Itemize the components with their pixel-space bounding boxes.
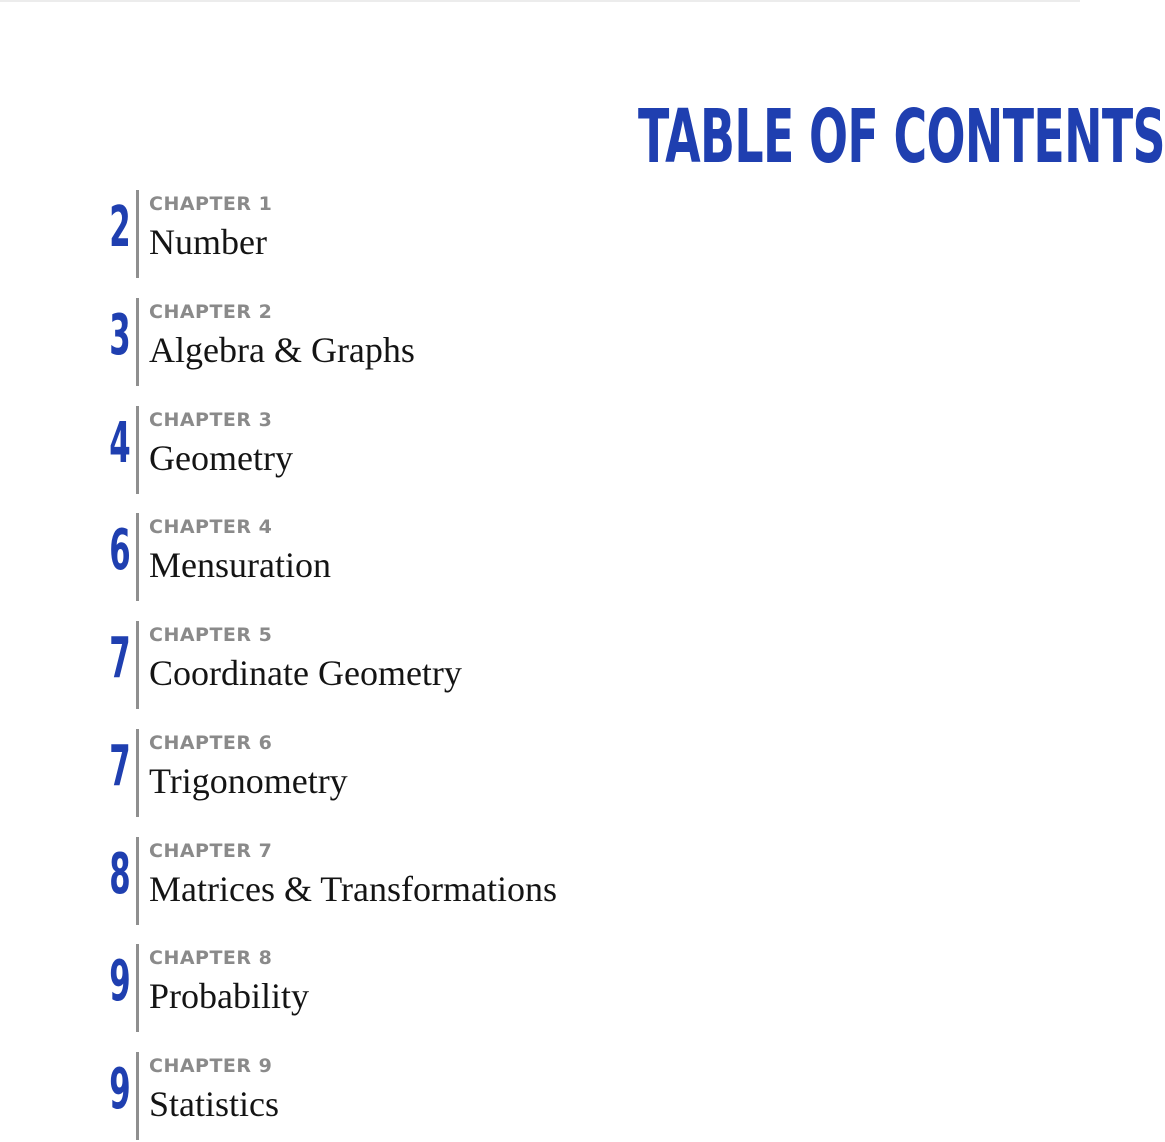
divider	[136, 837, 139, 925]
page-number: 4	[109, 411, 131, 476]
toc-entry[interactable]	[0, 727, 1080, 819]
page-number: 6	[109, 518, 131, 583]
chapter-label: CHAPTER 3	[149, 409, 273, 431]
chapter-title: Probability	[149, 976, 309, 1016]
page-number: 7	[109, 626, 131, 691]
toc-entry[interactable]	[0, 835, 1080, 927]
toc-entry[interactable]	[0, 296, 1080, 388]
toc-entry[interactable]	[0, 404, 1080, 496]
top-rule	[0, 0, 1080, 2]
chapter-title: Number	[149, 222, 267, 262]
toc-entry[interactable]	[0, 619, 1080, 711]
chapter-label: CHAPTER 1	[149, 193, 273, 215]
page-number: 9	[109, 1057, 131, 1122]
chapter-label: CHAPTER 8	[149, 947, 273, 969]
chapter-title: Algebra & Graphs	[149, 330, 415, 370]
toc-entry[interactable]	[0, 511, 1080, 603]
toc-entry[interactable]	[0, 942, 1080, 1034]
chapter-label: CHAPTER 6	[149, 732, 273, 754]
chapter-title: Geometry	[149, 438, 293, 478]
chapter-label: CHAPTER 5	[149, 624, 273, 646]
page-number: 2	[109, 195, 131, 260]
toc-entry[interactable]	[0, 1050, 1080, 1142]
chapter-title: Matrices & Transformations	[149, 869, 557, 909]
divider	[136, 621, 139, 709]
chapter-label: CHAPTER 7	[149, 840, 273, 862]
chapter-title: Coordinate Geometry	[149, 653, 462, 693]
chapter-label: CHAPTER 4	[149, 516, 273, 538]
chapter-title: Mensuration	[149, 545, 331, 585]
toc-entry[interactable]	[0, 188, 1080, 280]
chapter-title: Trigonometry	[149, 761, 348, 801]
divider	[136, 729, 139, 817]
page-number: 8	[109, 842, 131, 907]
page-number: 9	[109, 949, 131, 1014]
chapter-label: CHAPTER 9	[149, 1055, 273, 1077]
divider	[136, 298, 139, 386]
divider	[136, 1052, 139, 1140]
page-number: 3	[109, 303, 131, 368]
divider	[136, 513, 139, 601]
page-title: TABLE OF CONTENTS	[638, 94, 1165, 180]
divider	[136, 944, 139, 1032]
divider	[136, 190, 139, 278]
chapter-label: CHAPTER 2	[149, 301, 273, 323]
divider	[136, 406, 139, 494]
page-number: 7	[109, 734, 131, 799]
chapter-title: Statistics	[149, 1084, 280, 1124]
